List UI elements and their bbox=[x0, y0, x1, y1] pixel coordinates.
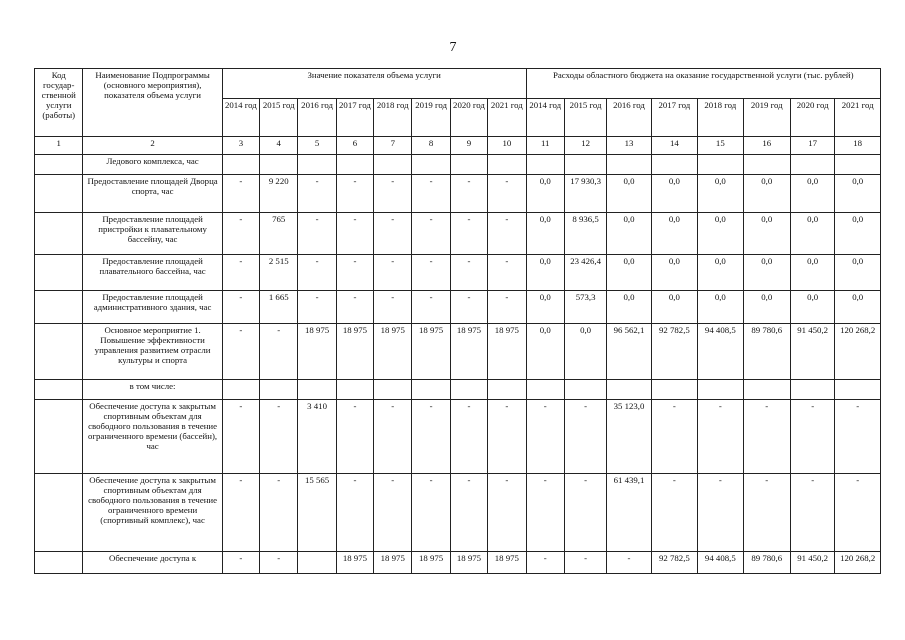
column-number: 14 bbox=[651, 137, 697, 155]
row-code-cell bbox=[35, 324, 83, 380]
volume-cell: 18 975 bbox=[412, 552, 450, 574]
expense-cell: 92 782,5 bbox=[651, 552, 697, 574]
volume-cell: - bbox=[488, 474, 526, 552]
volume-cell bbox=[374, 155, 412, 175]
expense-cell bbox=[651, 155, 697, 175]
expense-cell bbox=[743, 155, 790, 175]
volume-cell: 15 565 bbox=[298, 474, 336, 552]
volume-cell: 18 975 bbox=[374, 552, 412, 574]
header-volume-year: 2019 год bbox=[412, 99, 450, 137]
volume-cell: - bbox=[412, 400, 450, 474]
row-code-cell bbox=[35, 155, 83, 175]
header-expenses-year: 2018 год bbox=[698, 99, 743, 137]
expense-cell: - bbox=[564, 400, 606, 474]
volume-cell: - bbox=[222, 400, 259, 474]
volume-cell: - bbox=[488, 175, 526, 213]
expense-cell bbox=[698, 380, 743, 400]
expense-cell: 0,0 bbox=[743, 213, 790, 255]
header-expenses-year: 2014 год bbox=[526, 99, 564, 137]
expense-cell: 0,0 bbox=[698, 175, 743, 213]
budget-table bbox=[34, 68, 881, 574]
expense-cell bbox=[743, 380, 790, 400]
expense-cell: - bbox=[743, 400, 790, 474]
volume-cell: - bbox=[222, 175, 259, 213]
volume-cell: - bbox=[488, 400, 526, 474]
column-number: 12 bbox=[564, 137, 606, 155]
expense-cell: 23 426,4 bbox=[564, 255, 606, 291]
row-name: Предоставление площадей Дворца спорта, час bbox=[83, 175, 222, 213]
expense-cell: 35 123,0 bbox=[607, 400, 651, 474]
volume-cell: - bbox=[374, 291, 412, 324]
volume-cell: - bbox=[374, 255, 412, 291]
expense-cell: - bbox=[698, 400, 743, 474]
column-number: 10 bbox=[488, 137, 526, 155]
expense-cell: 0,0 bbox=[564, 324, 606, 380]
table-row bbox=[35, 213, 881, 255]
expense-cell: 0,0 bbox=[607, 255, 651, 291]
column-number: 1 bbox=[35, 137, 83, 155]
header-volume-year: 2015 год bbox=[260, 99, 298, 137]
volume-cell: 2 515 bbox=[260, 255, 298, 291]
expense-cell: 120 268,2 bbox=[835, 324, 881, 380]
table-row bbox=[35, 474, 881, 552]
volume-cell: 18 975 bbox=[336, 324, 373, 380]
volume-cell bbox=[336, 155, 373, 175]
expense-cell: 17 930,3 bbox=[564, 175, 606, 213]
expense-cell: 573,3 bbox=[564, 291, 606, 324]
expense-cell: 0,0 bbox=[698, 291, 743, 324]
column-number: 13 bbox=[607, 137, 651, 155]
volume-cell: - bbox=[298, 291, 336, 324]
column-number: 7 bbox=[374, 137, 412, 155]
volume-cell bbox=[412, 155, 450, 175]
expense-cell: 120 268,2 bbox=[835, 552, 881, 574]
row-code-cell bbox=[35, 213, 83, 255]
volume-cell bbox=[298, 380, 336, 400]
volume-cell: - bbox=[374, 474, 412, 552]
volume-cell: - bbox=[336, 291, 373, 324]
volume-cell: - bbox=[222, 552, 259, 574]
expense-cell: 89 780,6 bbox=[743, 552, 790, 574]
expense-cell: - bbox=[835, 474, 881, 552]
volume-cell bbox=[298, 155, 336, 175]
volume-cell: 9 220 bbox=[260, 175, 298, 213]
volume-cell: - bbox=[450, 400, 487, 474]
volume-cell: 18 975 bbox=[412, 324, 450, 380]
expense-cell: - bbox=[526, 552, 564, 574]
expense-cell: 0,0 bbox=[835, 291, 881, 324]
expense-cell: 0,0 bbox=[526, 291, 564, 324]
expense-cell: 0,0 bbox=[790, 175, 834, 213]
row-code-cell bbox=[35, 400, 83, 474]
volume-cell: - bbox=[450, 175, 487, 213]
volume-cell: - bbox=[298, 175, 336, 213]
expense-cell: - bbox=[698, 474, 743, 552]
volume-cell: - bbox=[298, 255, 336, 291]
header-volume-year: 2018 год bbox=[374, 99, 412, 137]
volume-cell bbox=[488, 380, 526, 400]
expense-cell: 0,0 bbox=[790, 255, 834, 291]
volume-cell: - bbox=[336, 213, 373, 255]
volume-cell: - bbox=[336, 175, 373, 213]
expense-cell bbox=[607, 155, 651, 175]
expense-cell bbox=[526, 155, 564, 175]
header-volume-group: Значение показателя объема услуги bbox=[222, 69, 526, 99]
volume-cell: 18 975 bbox=[488, 324, 526, 380]
table-row bbox=[35, 324, 881, 380]
expense-cell: 0,0 bbox=[651, 255, 697, 291]
table-row bbox=[35, 155, 881, 175]
expense-cell bbox=[835, 155, 881, 175]
header-expenses-year: 2019 год bbox=[743, 99, 790, 137]
table-row bbox=[35, 175, 881, 213]
volume-cell: - bbox=[374, 213, 412, 255]
expense-cell: 0,0 bbox=[835, 175, 881, 213]
column-number: 9 bbox=[450, 137, 487, 155]
header-name: Наименование Подпрограммы (основного мероприятия), показателя объема услуги bbox=[83, 69, 222, 137]
expense-cell: 0,0 bbox=[790, 291, 834, 324]
column-number: 8 bbox=[412, 137, 450, 155]
header-volume-year: 2020 год bbox=[450, 99, 487, 137]
header-row-groups bbox=[35, 69, 881, 99]
table-row bbox=[35, 255, 881, 291]
volume-cell: - bbox=[412, 175, 450, 213]
row-code-cell bbox=[35, 291, 83, 324]
volume-cell: - bbox=[412, 255, 450, 291]
expense-cell: - bbox=[526, 400, 564, 474]
expense-cell: 0,0 bbox=[526, 213, 564, 255]
volume-cell: - bbox=[450, 213, 487, 255]
row-code-cell bbox=[35, 380, 83, 400]
expense-cell bbox=[651, 380, 697, 400]
expense-cell: - bbox=[564, 552, 606, 574]
expense-cell: 0,0 bbox=[835, 213, 881, 255]
expense-cell: 0,0 bbox=[651, 291, 697, 324]
row-name: Обеспечение доступа к bbox=[83, 552, 222, 574]
volume-cell: - bbox=[374, 400, 412, 474]
row-code-cell bbox=[35, 175, 83, 213]
expense-cell: 92 782,5 bbox=[651, 324, 697, 380]
volume-cell: - bbox=[260, 324, 298, 380]
volume-cell bbox=[260, 155, 298, 175]
column-number: 15 bbox=[698, 137, 743, 155]
expense-cell: - bbox=[607, 552, 651, 574]
expense-cell: 89 780,6 bbox=[743, 324, 790, 380]
row-code-cell bbox=[35, 474, 83, 552]
column-number: 11 bbox=[526, 137, 564, 155]
volume-cell: 18 975 bbox=[450, 552, 487, 574]
expense-cell bbox=[790, 155, 834, 175]
expense-cell: 0,0 bbox=[651, 175, 697, 213]
volume-cell: - bbox=[374, 175, 412, 213]
volume-cell: 18 975 bbox=[336, 552, 373, 574]
volume-cell: - bbox=[298, 213, 336, 255]
row-name: Обеспечение доступа к закрытым спортивным объектам для свободного пользования в течение ограниченного времени (спортивный комплекс), час bbox=[83, 474, 222, 552]
volume-cell: 765 bbox=[260, 213, 298, 255]
expense-cell: 0,0 bbox=[526, 255, 564, 291]
expense-cell: 0,0 bbox=[743, 291, 790, 324]
row-name: Обеспечение доступа к закрытым спортивным объектам для свободного пользования в течение ограниченного времени (бассейн), час bbox=[83, 400, 222, 474]
volume-cell: 18 975 bbox=[374, 324, 412, 380]
volume-cell: 3 410 bbox=[298, 400, 336, 474]
row-name: Основное мероприятие 1. Повышение эффективности управления развитием отрасли культуры и спорта bbox=[83, 324, 222, 380]
volume-cell: - bbox=[222, 213, 259, 255]
column-number: 3 bbox=[222, 137, 259, 155]
expense-cell: 0,0 bbox=[790, 213, 834, 255]
volume-cell: - bbox=[222, 474, 259, 552]
expense-cell bbox=[564, 155, 606, 175]
volume-cell bbox=[374, 380, 412, 400]
volume-cell: - bbox=[260, 400, 298, 474]
table-row bbox=[35, 380, 881, 400]
expense-cell bbox=[698, 155, 743, 175]
expense-cell: - bbox=[790, 474, 834, 552]
header-expenses-year: 2017 год bbox=[651, 99, 697, 137]
row-code-cell bbox=[35, 255, 83, 291]
volume-cell: - bbox=[488, 255, 526, 291]
volume-cell: - bbox=[412, 474, 450, 552]
volume-cell: - bbox=[450, 291, 487, 324]
volume-cell: - bbox=[488, 213, 526, 255]
volume-cell: - bbox=[222, 291, 259, 324]
expense-cell: 0,0 bbox=[835, 255, 881, 291]
expense-cell: 0,0 bbox=[651, 213, 697, 255]
expense-cell: 0,0 bbox=[526, 175, 564, 213]
volume-cell: 1 665 bbox=[260, 291, 298, 324]
expense-cell bbox=[607, 380, 651, 400]
header-expenses-year: 2015 год bbox=[564, 99, 606, 137]
expense-cell: - bbox=[564, 474, 606, 552]
expense-cell: - bbox=[835, 400, 881, 474]
volume-cell: - bbox=[336, 255, 373, 291]
volume-cell: 18 975 bbox=[488, 552, 526, 574]
expense-cell: 91 450,2 bbox=[790, 324, 834, 380]
header-volume-year: 2017 год bbox=[336, 99, 373, 137]
volume-cell bbox=[298, 552, 336, 574]
header-expenses-year: 2021 год bbox=[835, 99, 881, 137]
volume-cell bbox=[450, 155, 487, 175]
expense-cell: - bbox=[651, 400, 697, 474]
volume-cell: - bbox=[260, 552, 298, 574]
expense-cell: 96 562,1 bbox=[607, 324, 651, 380]
volume-cell bbox=[488, 155, 526, 175]
expense-cell: 94 408,5 bbox=[698, 324, 743, 380]
table-row bbox=[35, 552, 881, 574]
expense-cell: 8 936,5 bbox=[564, 213, 606, 255]
volume-cell: - bbox=[336, 400, 373, 474]
row-name: Ледового комплекса, час bbox=[83, 155, 222, 175]
column-number: 5 bbox=[298, 137, 336, 155]
expense-cell: - bbox=[743, 474, 790, 552]
expense-cell bbox=[564, 380, 606, 400]
expense-cell: 61 439,1 bbox=[607, 474, 651, 552]
row-name: в том числе: bbox=[83, 380, 222, 400]
column-number: 17 bbox=[790, 137, 834, 155]
expense-cell: 91 450,2 bbox=[790, 552, 834, 574]
expense-cell: - bbox=[790, 400, 834, 474]
expense-cell: - bbox=[526, 474, 564, 552]
row-code-cell bbox=[35, 552, 83, 574]
header-volume-year: 2021 год bbox=[488, 99, 526, 137]
header-row-column-numbers bbox=[35, 137, 881, 155]
volume-cell: - bbox=[260, 474, 298, 552]
volume-cell: - bbox=[336, 474, 373, 552]
volume-cell: - bbox=[488, 291, 526, 324]
expense-cell: 0,0 bbox=[698, 255, 743, 291]
expense-cell bbox=[790, 380, 834, 400]
column-number: 16 bbox=[743, 137, 790, 155]
expense-cell bbox=[526, 380, 564, 400]
expense-cell bbox=[835, 380, 881, 400]
column-number: 18 bbox=[835, 137, 881, 155]
expense-cell: 0,0 bbox=[607, 213, 651, 255]
column-number: 6 bbox=[336, 137, 373, 155]
volume-cell bbox=[412, 380, 450, 400]
header-expenses-year: 2016 год bbox=[607, 99, 651, 137]
volume-cell: - bbox=[222, 255, 259, 291]
volume-cell: - bbox=[412, 213, 450, 255]
expense-cell: 0,0 bbox=[607, 175, 651, 213]
expense-cell: 0,0 bbox=[698, 213, 743, 255]
expense-cell: 0,0 bbox=[526, 324, 564, 380]
header-volume-year: 2016 год bbox=[298, 99, 336, 137]
expense-cell: 0,0 bbox=[743, 175, 790, 213]
expense-cell: - bbox=[651, 474, 697, 552]
volume-cell bbox=[222, 155, 259, 175]
volume-cell bbox=[222, 380, 259, 400]
expense-cell: 94 408,5 bbox=[698, 552, 743, 574]
page-number: 7 bbox=[449, 40, 457, 55]
volume-cell bbox=[450, 380, 487, 400]
volume-cell: - bbox=[450, 255, 487, 291]
volume-cell: - bbox=[450, 474, 487, 552]
volume-cell: 18 975 bbox=[298, 324, 336, 380]
header-code: Код государ-ственной услуги (работы) bbox=[35, 69, 83, 137]
table-row bbox=[35, 400, 881, 474]
column-number: 4 bbox=[260, 137, 298, 155]
row-name: Предоставление площадей плавательного бассейна, час bbox=[83, 255, 222, 291]
volume-cell: 18 975 bbox=[450, 324, 487, 380]
volume-cell: - bbox=[412, 291, 450, 324]
row-name: Предоставление площадей пристройки к плавательному бассейну, час bbox=[83, 213, 222, 255]
expense-cell: 0,0 bbox=[743, 255, 790, 291]
header-volume-year: 2014 год bbox=[222, 99, 259, 137]
volume-cell bbox=[336, 380, 373, 400]
table-row bbox=[35, 291, 881, 324]
volume-cell: - bbox=[222, 324, 259, 380]
expense-cell: 0,0 bbox=[607, 291, 651, 324]
header-expenses-year: 2020 год bbox=[790, 99, 834, 137]
row-name: Предоставление площадей административного здания, час bbox=[83, 291, 222, 324]
header-expenses-group: Расходы областного бюджета на оказание государственной услуги (тыс. рублей) bbox=[526, 69, 880, 99]
volume-cell bbox=[260, 380, 298, 400]
column-number: 2 bbox=[83, 137, 222, 155]
